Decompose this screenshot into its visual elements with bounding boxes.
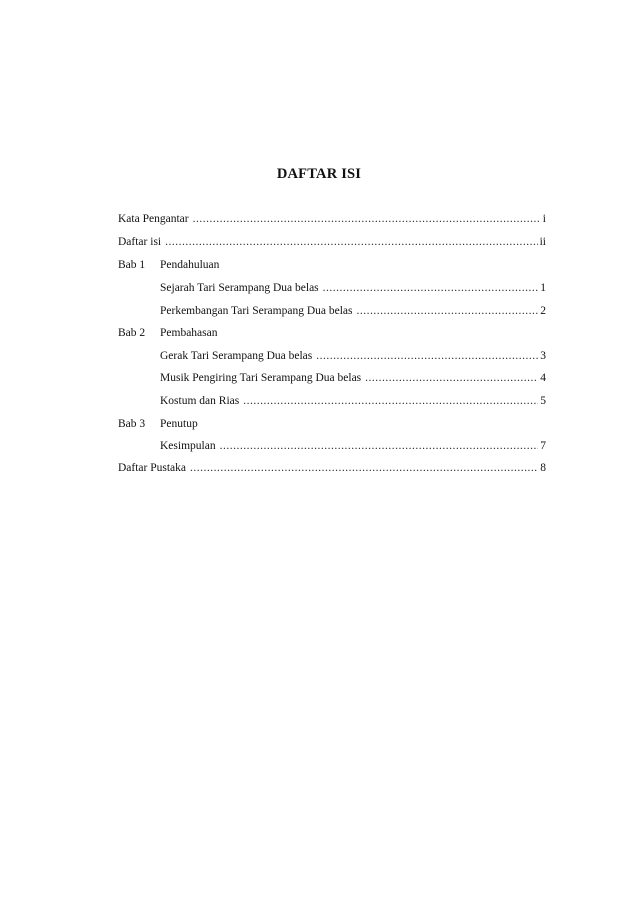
dot-leader: [220, 440, 539, 452]
dot-leader: [357, 305, 539, 317]
toc-page-number: 1: [540, 282, 546, 294]
toc-page-number: 7: [540, 440, 546, 452]
toc-entry-title: Perkembangan Tari Serampang Dua belas: [160, 305, 353, 317]
dot-leader: [193, 213, 541, 225]
chapter-number: Bab 1: [118, 259, 146, 271]
chapter-title: Pembahasan: [160, 327, 218, 339]
toc-entry-gerak-tari[interactable]: [160, 350, 546, 366]
toc-entry-title: Sejarah Tari Serampang Dua belas: [160, 282, 319, 294]
toc-chapter-bab-2[interactable]: [118, 327, 546, 343]
toc-entry-title: Kostum dan Rias: [160, 395, 240, 407]
toc-entry-daftar-isi[interactable]: [118, 236, 546, 252]
dot-leader: [165, 236, 538, 248]
toc-page-number: 4: [540, 372, 546, 384]
toc-page-number: 5: [540, 395, 546, 407]
toc-entry-title: Kata Pengantar: [118, 213, 189, 225]
toc-entry-musik-pengiring[interactable]: [160, 372, 546, 388]
toc-entry-perkembangan[interactable]: [160, 305, 546, 321]
toc-page-number: ii: [539, 236, 546, 248]
toc-entry-daftar-pustaka[interactable]: [118, 462, 546, 478]
toc-entry-title: Daftar Pustaka: [118, 462, 187, 474]
dot-leader: [365, 372, 538, 384]
toc-entry-sejarah[interactable]: [160, 282, 546, 298]
dot-leader: [323, 282, 539, 294]
toc-chapter-bab-1[interactable]: [118, 259, 546, 275]
dot-leader: [190, 462, 538, 474]
toc-chapter-bab-3[interactable]: [118, 418, 546, 434]
toc-entry-title: Daftar isi: [118, 236, 162, 248]
toc-entry-title: Kesimpulan: [160, 440, 216, 452]
chapter-number: Bab 2: [118, 327, 146, 339]
chapter-number: Bab 3: [118, 418, 146, 430]
toc-page-number: 3: [540, 350, 546, 362]
chapter-title: Penutup: [160, 418, 198, 430]
toc-page-number: 2: [540, 305, 546, 317]
toc-entry-title: Gerak Tari Serampang Dua belas: [160, 350, 313, 362]
toc-entry-kostum-rias[interactable]: [160, 395, 546, 411]
toc-entry-kesimpulan[interactable]: [160, 440, 546, 456]
toc-page-number: 8: [540, 462, 546, 474]
page-title: DAFTAR ISI: [276, 166, 362, 182]
dot-leader: [243, 395, 538, 407]
toc-entry-title: Musik Pengiring Tari Serampang Dua belas: [160, 372, 362, 384]
dot-leader: [316, 350, 538, 362]
chapter-title: Pendahuluan: [160, 259, 220, 271]
toc-page-number: i: [542, 213, 546, 225]
toc-entry-kata-pengantar[interactable]: [118, 213, 546, 229]
